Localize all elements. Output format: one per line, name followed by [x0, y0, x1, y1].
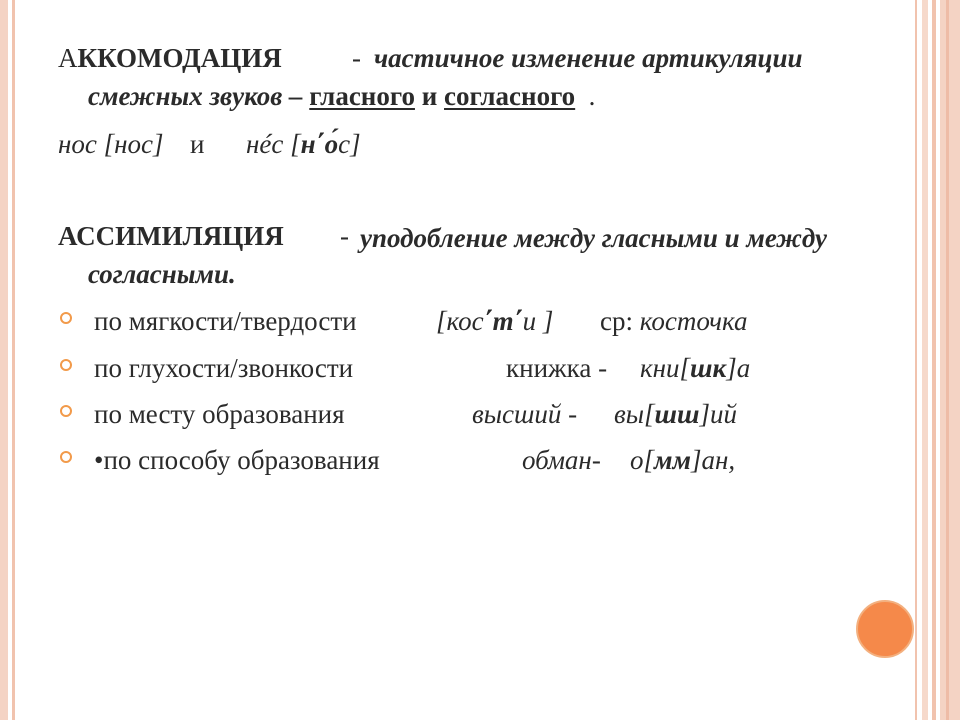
vowel-word: гласного: [309, 81, 415, 111]
accommodation-term-rest: ККОМОДАЦИЯ: [77, 43, 282, 73]
list-item-4-label: •по способу образования: [94, 445, 380, 475]
accommodation-definition-line1: частичное изменение артикуляции: [374, 43, 803, 73]
ex-bold: шш: [654, 399, 700, 429]
consonant-word: согласного: [444, 81, 576, 111]
list-item-2-example: [640, 352, 750, 384]
accommodation-dash: -: [352, 43, 361, 73]
ex-pre: кни[: [640, 353, 691, 383]
bullet-icon: [60, 405, 72, 417]
kost-bold: ΄т΄: [483, 306, 523, 336]
right-border-stripe: [922, 0, 928, 720]
list-item-2-word: книжка -: [506, 353, 608, 383]
right-border-stripe: [940, 0, 960, 720]
list-item-2-label: по глухости/звонкости: [94, 353, 354, 383]
ex-pre: вы[: [614, 399, 655, 429]
nes-transcription: н΄о́: [300, 129, 339, 159]
assimilation-definition-line1: уподобление между гласными и между: [360, 223, 827, 253]
kost-open: [кос: [436, 306, 484, 336]
bullet-icon: [60, 312, 72, 324]
nes-tail: с]: [338, 129, 361, 159]
ex-bold: шк: [690, 353, 727, 383]
cf-prefix: ср:: [600, 306, 633, 336]
left-border-line: [12, 0, 15, 720]
and-word: и: [421, 81, 438, 111]
nos-transcription: [нос]: [103, 129, 164, 159]
example-and: и: [190, 129, 205, 159]
right-border-line: [932, 0, 936, 720]
assimilation-dash: -: [340, 221, 349, 251]
example-nos: [58, 128, 164, 160]
nes-bracket-open: [: [290, 129, 301, 159]
ex-post: ]ан,: [691, 445, 736, 475]
example-nes: [246, 128, 361, 160]
left-border-stripe: [0, 0, 8, 720]
bullet-icon: [60, 451, 72, 463]
list-item-3-word: высший -: [472, 399, 578, 429]
assimilation-term: АССИМИЛЯЦИЯ: [58, 221, 284, 251]
list-item-3-label: по месту образования: [94, 399, 345, 429]
cf-word: косточка: [639, 306, 748, 336]
word-nos: нос: [58, 129, 97, 159]
right-border-line: [946, 0, 949, 720]
accommodation-definition-line2: [88, 80, 595, 112]
bullet-icon: [60, 359, 72, 371]
right-border-line: [915, 0, 917, 720]
ex-post: ]а: [726, 353, 751, 383]
decorative-circle-icon: [856, 600, 914, 658]
list-item-4-word: обман-: [522, 445, 601, 475]
list-item-3-example: [614, 398, 737, 430]
ex-pre: о[: [630, 445, 655, 475]
accommodation-term: [58, 42, 282, 74]
ex-post: ]ий: [699, 399, 738, 429]
word-nes: нéс: [246, 129, 284, 159]
list-item-4-example: [630, 444, 735, 476]
accommodation-first-letter: А: [58, 43, 78, 73]
accommodation-definition-prefix: смежных звуков –: [88, 81, 303, 111]
period: .: [588, 81, 596, 111]
list-item-1-label: по мягкости/твердости: [94, 306, 357, 336]
list-item-1-example: [436, 305, 553, 337]
list-item-1-extra: [600, 305, 747, 337]
ex-bold: мм: [654, 445, 692, 475]
kost-close: и ]: [522, 306, 554, 336]
assimilation-definition-line2: согласными.: [88, 259, 236, 289]
